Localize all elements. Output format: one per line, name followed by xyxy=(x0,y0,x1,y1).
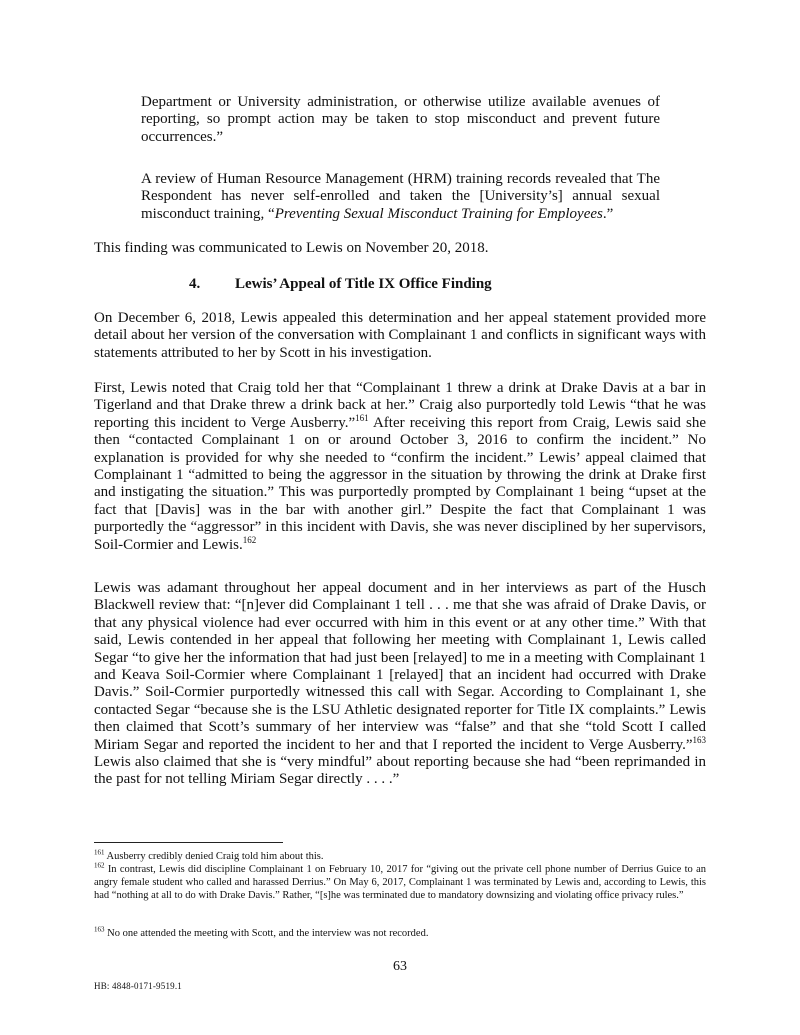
footnote-number: 162 xyxy=(94,861,105,870)
paragraph-text: Lewis was adamant throughout her appeal document and in her interviews as part of the Husch Blackwell review that: “[n]ever did Complainant 1 tell . . . me that she was afraid of Drake Davis, or that any physical violence had ever occurred with him in this event or at any other time.” With that said, Lewis contended in her appeal that following her meeting with Complainant 1, Lewis called Segar “to give her the information that had just been [relayed] to me in a meeting with Complainant 1 and Keava Soil-Cormier where Complainant 1 [relayed] that an incident had occurred with Drake Davis.” Soil-Cormier purportedly witnessed this call with Segar. According to Complainant 1, she contacted Segar “because she is the LSU Athletic designated reporter for Title IX complaints.” Lewis then claimed that Scott’s summary of her interview was “false” and that she “told Scott I called Miriam Segar and reported the incident to her and that I reported the incident to Verge Ausberry.” xyxy=(94,580,706,753)
footnote-ref-162[interactable]: 162 xyxy=(242,534,257,545)
training-title: Preventing Sexual Misconduct Training for Employees xyxy=(274,205,603,222)
section-number: 4. xyxy=(189,276,201,292)
paragraph-appeal: On December 6, 2018, Lewis appealed this determination and her appeal statement provided more detail about her version of the conversation with Complainant 1 and conflicts in significant ways with statements attributed to her by Scott in his investigation. xyxy=(94,310,706,361)
page-number: 63 xyxy=(393,959,407,974)
footnote-number: 161 xyxy=(94,848,105,857)
footnote-separator xyxy=(94,842,283,843)
footnote-ref-161[interactable]: 161 xyxy=(355,412,369,423)
document-id: HB: 4848-0171-9519.1 xyxy=(94,981,182,991)
footnote-text: In contrast, Lewis did discipline Complainant 1 on February 10, 2017 for “giving out the private cell phone number of Derrius Guice to an angry female student who called and harassed Derrius.” On May 6, 2017, Complainant 1 was terminated by Lewis and, according to Lewis, this had “nothing at all to do with Drake Davis.” Rather, “[s]he was terminated due to mandatory downsizing and violating office privacy rules.” xyxy=(94,864,706,901)
section-title: Lewis’ Appeal of Title IX Office Finding xyxy=(235,276,492,292)
footnote-text: Ausberry credibly denied Craig told him about this. xyxy=(104,851,324,862)
quote-block-1 xyxy=(141,94,660,146)
footnote-text: No one attended the meeting with Scott, and the interview was not recorded. xyxy=(104,928,429,939)
paragraph-first-lewis xyxy=(94,380,706,554)
footnote-161 xyxy=(94,848,706,864)
quote-text: Department or University administration, or otherwise utilize available avenues of reporting, so prompt action may be taken to stop misconduct and prevent future occurrences.” xyxy=(141,94,660,145)
quote-block-2 xyxy=(141,171,660,223)
finding-line: This finding was communicated to Lewis on November 20, 2018. xyxy=(94,240,489,256)
footnote-number: 163 xyxy=(94,925,105,934)
quote-text-end: .” xyxy=(602,205,614,222)
section-heading xyxy=(189,276,492,293)
footnote-ref-163[interactable]: 163 xyxy=(692,734,706,745)
paragraph-adamant xyxy=(94,580,706,789)
footnote-162 xyxy=(94,861,706,902)
paragraph-text: Lewis also claimed that she is “very mindful” about reporting because she had “been reprimanded in the past for not telling Miriam Segar directly . . . .” xyxy=(94,754,706,788)
paragraph-text: After receiving this report from Craig, Lewis said she then “contacted Complainant 1 on or around October 3, 2016 to confirm the incident.” No explanation is provided for why she needed to “confirm the incident.” Lewis’ appeal claimed that Complainant 1 “admitted to being the aggressor in the situation by throwing the drink at Drake first and instigating the situation.” This was purportedly prompted by Complainant 1 being “upset at the fact that [Davis] was in the bar with another girl.” Despite the fact that Complainant 1 was purportedly the “aggressor” in this incident with Davis, she was never disciplined by her supervisors, Soil-Cormier and Lewis. xyxy=(94,414,706,553)
footnote-163 xyxy=(94,925,706,941)
quote-text: A review of Human Resource Management (HRM) training records revealed that The Respondent has never self-enrolled and taken the [University’s] annual sexual misconduct training, “ xyxy=(141,171,660,222)
paragraph-text: First, Lewis noted that Craig told her that “Complainant 1 threw a drink at Drake Davis at a bar in Tigerland and that Drake threw a drink back at her.” Craig also purportedly told Lewis “that he was reporting this incident to Verge Ausberry.” xyxy=(94,380,706,431)
